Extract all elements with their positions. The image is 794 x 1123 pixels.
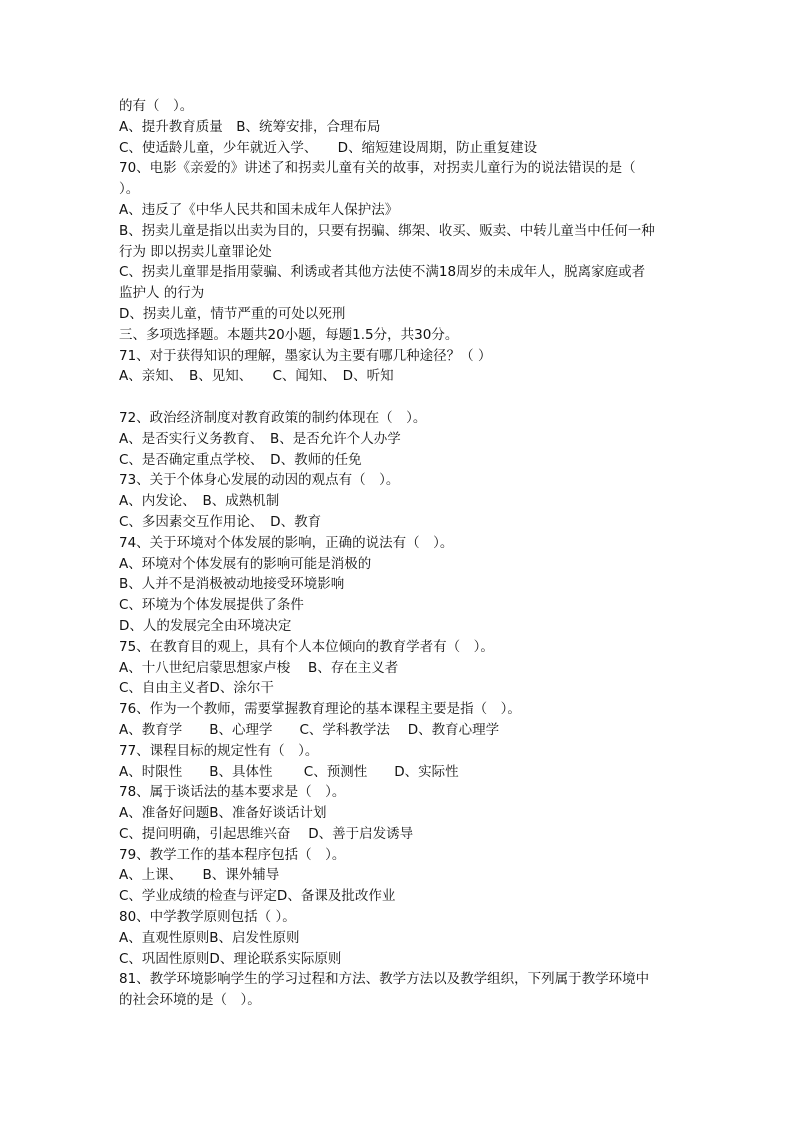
text-line: C、巩固性原则D、理论联系实际原则 — [119, 950, 342, 967]
text-line: 的社会环境的是（ ）。 — [119, 992, 261, 1009]
text-line: D、拐卖儿童，情节严重的可处以死刑 — [119, 305, 346, 322]
text-line: 71、对于获得知识的理解，墨家认为主要有哪几种途径？（ ） — [119, 347, 492, 364]
text-line: 74、关于环境对个体发展的影响，正确的说法有（ ）。 — [119, 534, 454, 551]
text-line: 72、政治经济制度对教育政策的制约体现在（ ）。 — [119, 409, 427, 426]
text-line: A、违反了《中华人民共和国未成年人保护法》 — [119, 201, 399, 218]
text-line: C、是否确定重点学校、 D、教师的任免 — [119, 451, 362, 468]
text-line: A、教育学 B、心理学 C、学科教学法 D、教育心理学 — [119, 721, 500, 738]
blank-line — [119, 387, 679, 408]
text-line: ）。 — [119, 181, 140, 198]
text-line: 77、课程目标的规定性有（ ）。 — [119, 742, 319, 759]
text-line: A、亲知、 B、见知、 C、闻知、 D、听知 — [119, 368, 394, 385]
text-line: A、内发论、 B、成熟机制 — [119, 493, 280, 510]
text-line: 78、属于谈话法的基本要求是（ ）。 — [119, 784, 346, 801]
text-line: 监护人 的行为 — [119, 285, 205, 302]
text-line: 75、在教育目的观上，具有个人本位倾向的教育学者有（ ）。 — [119, 638, 494, 655]
text-line: B、拐卖儿童是指以出卖为目的，只要有拐骗、绑架、收买、贩卖、中转儿童当中任何一种 — [119, 222, 655, 239]
text-line: A、直观性原则B、启发性原则 — [119, 929, 300, 946]
text-line: A、准备好问题B、准备好谈话计划 — [119, 805, 327, 822]
text-line: C、环境为个体发展提供了条件 — [119, 597, 304, 614]
text-line: A、上课、 B、课外辅导 — [119, 867, 280, 884]
text-line: A、十八世纪启蒙思想家卢梭 B、存在主义者 — [119, 659, 399, 676]
text-line: C、使适龄儿童，少年就近入学、 D、缩短建设周期，防止重复建设 — [119, 139, 538, 156]
text-line: D、人的发展完全由环境决定 — [119, 617, 292, 634]
text-line: A、时限性 B、具体性 C、预测性 D、实际性 — [119, 763, 459, 780]
text-line: C、拐卖儿童罪是指用蒙骗、利诱或者其他方法使不满18周岁的未成年人，脱离家庭或者 — [119, 264, 646, 281]
text-line: 81、教学环境影响学生的学习过程和方法、教学方法以及教学组织，下列属于教学环境中 — [119, 971, 650, 988]
text-line: 79、教学工作的基本程序包括（ ）。 — [119, 846, 346, 863]
text-line: 80、中学教学原则包括（ ）。 — [119, 909, 296, 926]
text-line: 70、电影《亲爱的》讲述了和拐卖儿童有关的故事，对拐卖儿童行为的说法错误的是（ — [119, 160, 636, 177]
text-line: C、提问明确，引起思维兴奋 D、善于启发诱导 — [119, 825, 414, 842]
text-line: A、环境对个体发展有的影响可能是消极的 — [119, 555, 372, 572]
text-line: 的有（ ）。 — [119, 98, 194, 114]
text-line: B、人并不是消极被动地接受环境影响 — [119, 576, 345, 593]
text-line: A、是否实行义务教育、 B、是否允许个人办学 — [119, 430, 401, 447]
exam-text-body — [119, 96, 679, 1011]
text-line: 行为 即以拐卖儿童罪论处 — [119, 243, 272, 260]
text-line: C、多因素交互作用论、 D、教育 — [119, 513, 322, 530]
text-line: 73、关于个体身心发展的动因的观点有（ ）。 — [119, 472, 400, 489]
text-line: C、自由主义者D、涂尔干 — [119, 680, 274, 697]
text-line: 三、多项选择题。本题共20小题，每题1.5分，共30分。 — [119, 326, 459, 343]
text-line: 76、作为一个教师，需要掌握教育理论的基本课程主要是指（ ）。 — [119, 701, 521, 718]
text-line: A、提升教育质量 B、统筹安排，合理布局 — [119, 118, 381, 135]
text-line: C、学业成绩的检查与评定D、备课及批改作业 — [119, 888, 396, 905]
